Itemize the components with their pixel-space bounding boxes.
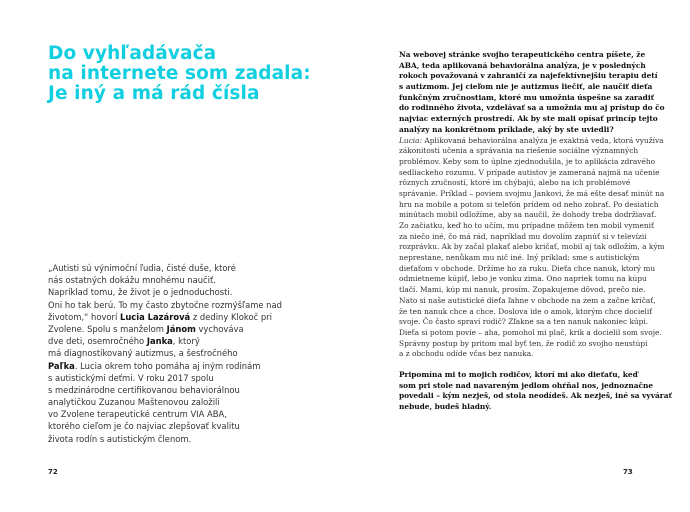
intro-line — [48, 384, 313, 396]
right-page — [345, 0, 690, 512]
text-line: najviac externých prostredí. Ak by ste mali opísať princíp tejto — [399, 114, 658, 124]
intro-text: , ktorý — [172, 336, 200, 347]
interview-text — [399, 50, 672, 413]
intro-text: Oni ho tak berú. To my často zbytočne rozmýšľame nad — [48, 299, 282, 310]
text-line: hru na mobile a potom si telefón pridem od neho zobrať. Po desiatich — [399, 199, 659, 209]
intro-text: nás ostatných dokážu mnohému naučiť. — [48, 275, 216, 286]
intro-line — [48, 360, 313, 372]
person-name: Janka — [146, 336, 173, 347]
text-line: a z obchodu odíde včas bez nanuka. — [399, 349, 534, 359]
intro-text: životom,“ hovorí — [48, 311, 120, 322]
text-line: problémov. Keby som to úplne zjednodušila, je to aplikácia zdravého — [399, 156, 656, 166]
intro-line — [48, 286, 313, 298]
text-line: nebude, budeš hladný. — [399, 402, 492, 411]
text-line: neprestane, nenůkam mu nič iné. Iný príklad: sme s autistickým — [399, 253, 640, 263]
text-line: Zo začiatku, keď ho to učím, mu prípadne môžem ten mobil vymeniť — [399, 221, 655, 230]
text-line: Nato si naše autistické dieťa ľahne v obchode na zem a začne kričať, — [399, 295, 656, 305]
intro-line — [48, 262, 313, 274]
text-line: minútach mobil odložíme, aby sa naučil, že dohody treba dodržiavať. — [399, 210, 657, 220]
text-line: funkčným zručnostiam, ktoré mu umožnia úspešne sa zaradiť — [399, 92, 655, 102]
text-line: odmietneme kúpiť, lebo je vonku zima. Ono napriek tomu na kúpu — [399, 274, 647, 284]
interview-question — [399, 50, 665, 136]
intro-text: Zvolene. Spolu s manželom — [48, 323, 167, 334]
text-line: Dieťa si potom povie – aha, pomohol mi plač, krik a docielil som svoje. — [399, 327, 662, 337]
text-line: s autizmom. Jej cieľom nie je autizmus liečiť, ale naučiť dieťa — [399, 82, 653, 92]
person-name: Lucia Lazárová — [119, 311, 191, 322]
intro-line — [48, 299, 313, 311]
text-line: zákonitosti učenia a správania na riešenie sociálne významných — [399, 146, 639, 156]
text-line: analýzy na konkrétnom príklade, aký by ste uviedli? — [399, 124, 614, 134]
intro-text: „Autisti sú výnimoční ľudia, čisté duše, ktoré — [48, 263, 236, 273]
text-line: správanie. Príklad – poviem svojmu Jankovi, že má ešte desať minút na — [399, 188, 665, 198]
heading-line: Je iný a má rád čísla — [48, 83, 260, 104]
intro-text: života rodín s autistickým členom. — [48, 433, 192, 444]
intro-text: analytičkou Zuzanou Maštenovou založili — [48, 397, 220, 408]
text-line: rôznych zručností, ktoré im chýbajú, alebo na ich problémové — [399, 178, 631, 188]
speaker-label: Lucia: — [399, 135, 423, 145]
text-line: rokoch považovaná v zahraničí za najefektívnejšiu terapiu detí — [399, 71, 658, 81]
text-line: som pri stole nad navareným jedlom ohŕňal nos, jednoznačne — [399, 380, 654, 390]
intro-line — [48, 372, 313, 384]
text-line: do rodinného života, vzdelávať sa a umožnia mu aj prístup do čo — [399, 103, 665, 113]
intro-text: Napríklad tomu, že život je o jednoduchosti. — [48, 287, 233, 298]
text-line: rozprávku. Ak by začal plakať alebo kričať, mobil aj tak odložím, a kým — [399, 242, 665, 252]
text-line: povedali – kým nezješ, od stola neodídeš. Ak nezješ, iné sa vyvárať — [399, 391, 672, 401]
intro-line — [48, 323, 313, 335]
intro-text: s autistickými deťmi. V roku 2017 spolu — [48, 372, 214, 383]
intro-line — [48, 396, 313, 408]
text-line: že ten nanuk chce a chce. Doslova ide o amok, ktorým chce docieliť — [399, 306, 653, 316]
intro-line — [48, 311, 313, 323]
heading-line: na internete som zadala: — [48, 63, 311, 84]
interview-answer — [399, 135, 665, 360]
text-line — [399, 135, 664, 147]
text-line: dieťaťom v obchode. Držíme ho za ruku. Dieťa chce nanuk, ktorý mu — [399, 263, 656, 273]
text-line: Na webovej stránke svojho terapeutického centra píšete, že — [399, 50, 646, 59]
intro-text: . Lucia okrem toho pomáha aj iným rodinám — [74, 360, 261, 371]
intro-text: vychováva — [195, 323, 244, 334]
intro-line — [48, 347, 313, 359]
text-line: tlačí. Mami, kúp mi nanuk, prosím. Zopakujeme dôvod, prečo nie. — [399, 285, 646, 295]
chapter-heading — [48, 44, 338, 104]
intro-text: s medzinárodne certifikovanou behaviorálnou — [48, 384, 240, 395]
intro-text: dve deti, osemročného — [48, 336, 147, 347]
intro-paragraph — [48, 262, 313, 445]
intro-line — [48, 420, 313, 432]
text-line: svoje. Čo často spraví rodič? Zľakne sa a ten nanuk nakoniec kúpi. — [399, 317, 649, 327]
text-line: sedliackeho rozumu. V prípade autistov je zameraná najmä na učenie — [399, 167, 660, 177]
intro-line — [48, 433, 313, 445]
person-name: Paľka — [48, 360, 75, 371]
intro-text: má diagnostikovaný autizmus, a šesťročného — [48, 348, 238, 359]
text-line: za niečo iné, čo má rád, napríklad mu dovolím zapnúť si v televízii — [399, 231, 647, 241]
text-line: Správny postup by pritom mal byť ten, že rodič zo svojho neustúpi — [399, 338, 648, 348]
intro-line — [48, 408, 313, 420]
page-number-left: 72 — [48, 468, 58, 476]
intro-text: vo Zvolene terapeutické centrum VIA ABA, — [48, 409, 227, 420]
intro-text: z dediny Klokoč pri — [190, 311, 272, 322]
heading-line: Do vyhľadávača — [48, 43, 217, 64]
person-name: Jánom — [166, 323, 196, 334]
text-line: ABA, teda aplikovaná behaviorálna analýza, je v posledných — [399, 60, 646, 70]
intro-text: ktorého cieľom je čo najviac zlepšovať kvalitu — [48, 421, 240, 432]
page-number-right: 73 — [623, 468, 633, 476]
intro-line — [48, 335, 313, 347]
text-line: Pripomína mi to mojich rodičov, ktorí mi ako dieťaťu, keď — [399, 369, 638, 379]
answer-text: Aplikovaná behaviorálna analýza je exaktná veda, ktorá využíva — [422, 135, 664, 145]
interview-question — [399, 369, 672, 413]
intro-line — [48, 274, 313, 286]
